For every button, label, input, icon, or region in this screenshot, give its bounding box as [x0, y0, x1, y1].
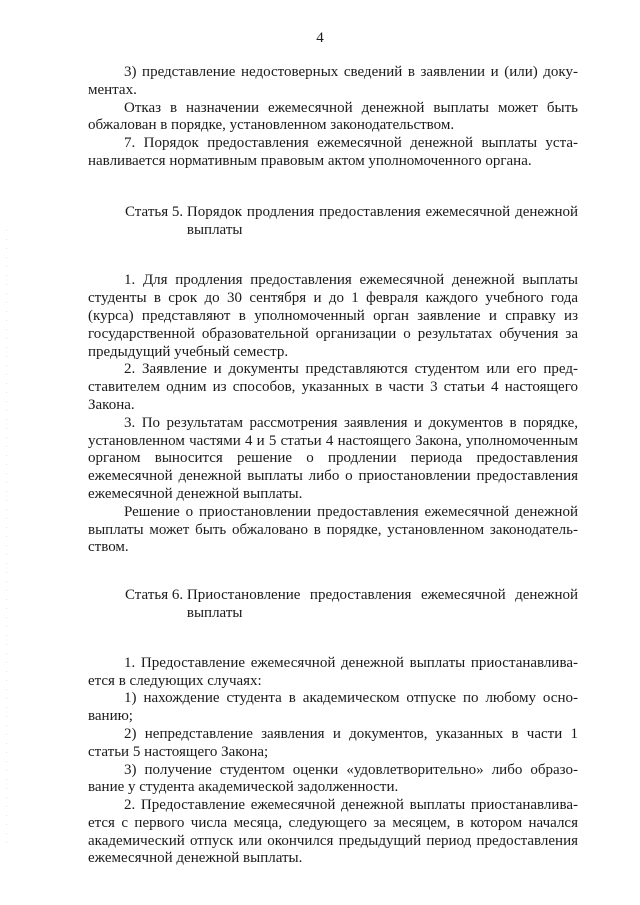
article-5-heading — [88, 204, 578, 240]
paragraph: Отказ в назначении ежемесячной денежной выплаты может быть обжалован в порядке, установленном законодательством. — [88, 99, 578, 134]
article-5-title: Порядок продления предоставления ежемесячной денежной выплаты — [186, 203, 578, 238]
paragraph: 2) непредставление заявления и документов, указанных в части 1 статьи 5 настоящего Закона; — [88, 725, 578, 760]
article-6-number: Статья 6. — [125, 587, 187, 604]
article-6-heading — [88, 587, 578, 623]
article-6-title: Приостановление предоставления ежемесячной денежной выплаты — [186, 587, 578, 621]
article-5-number: Статья 5. — [125, 203, 187, 220]
paragraph: 1. Предоставление ежемесячной денежной выплаты приостанавливается в следующих случаях: — [88, 654, 578, 689]
scan-margin-artifact — [6, 230, 7, 850]
paragraph: 2. Предоставление ежемесячной денежной выплаты приостанавливается с первого числа месяца, следующего за месяцем, в котором начался академический отпуск или окончился предыдущий период предоставления ежемесячной денежной выплаты. — [88, 797, 578, 867]
paragraph: 7. Порядок предоставления ежемесячной денежной выплаты устанавливается нормативным правовым актом уполномоченного органа. — [88, 135, 578, 169]
paragraph: 3) получение студентом оценки «удовлетворительно» либо образование у студента академической задолженности. — [88, 761, 578, 796]
paragraph: Решение о приостановлении предоставления ежемесячной денежной выплаты может быть обжаловано в порядке, установленном законодательством. — [88, 503, 578, 556]
page-body — [88, 64, 578, 868]
paragraph: 1) нахождение студента в академическом отпуске по любому основанию; — [88, 690, 578, 725]
paragraph: 3) представление недостоверных сведений в заявлении и (или) документах. — [88, 64, 578, 98]
paragraph: 3. По результатам рассмотрения заявления и документов в порядке, установленном частями 4 и 5 статьи 4 настоящего Закона, уполномоченным органом выносится решение о продлении периода предоставления ежемесячной денежной выплаты либо о приостановлении предоставления ежемесячной денежной выплаты. — [88, 414, 578, 502]
page-number: 4 — [316, 30, 324, 46]
paragraph: 2. Заявление и документы представляются студентом или его представителем одним из способов, указанных в части 3 статьи 4 настоящего Закона. — [88, 361, 578, 413]
paragraph: 1. Для продления предоставления ежемесячной денежной выплаты студенты в срок до 30 сентября и до 1 февраля каждого учебного года (курса) представляют в уполномоченный орган заявление и справку из государственной образовательной организации о результатах обучения за предыдущий учебный семестр. — [88, 272, 578, 360]
